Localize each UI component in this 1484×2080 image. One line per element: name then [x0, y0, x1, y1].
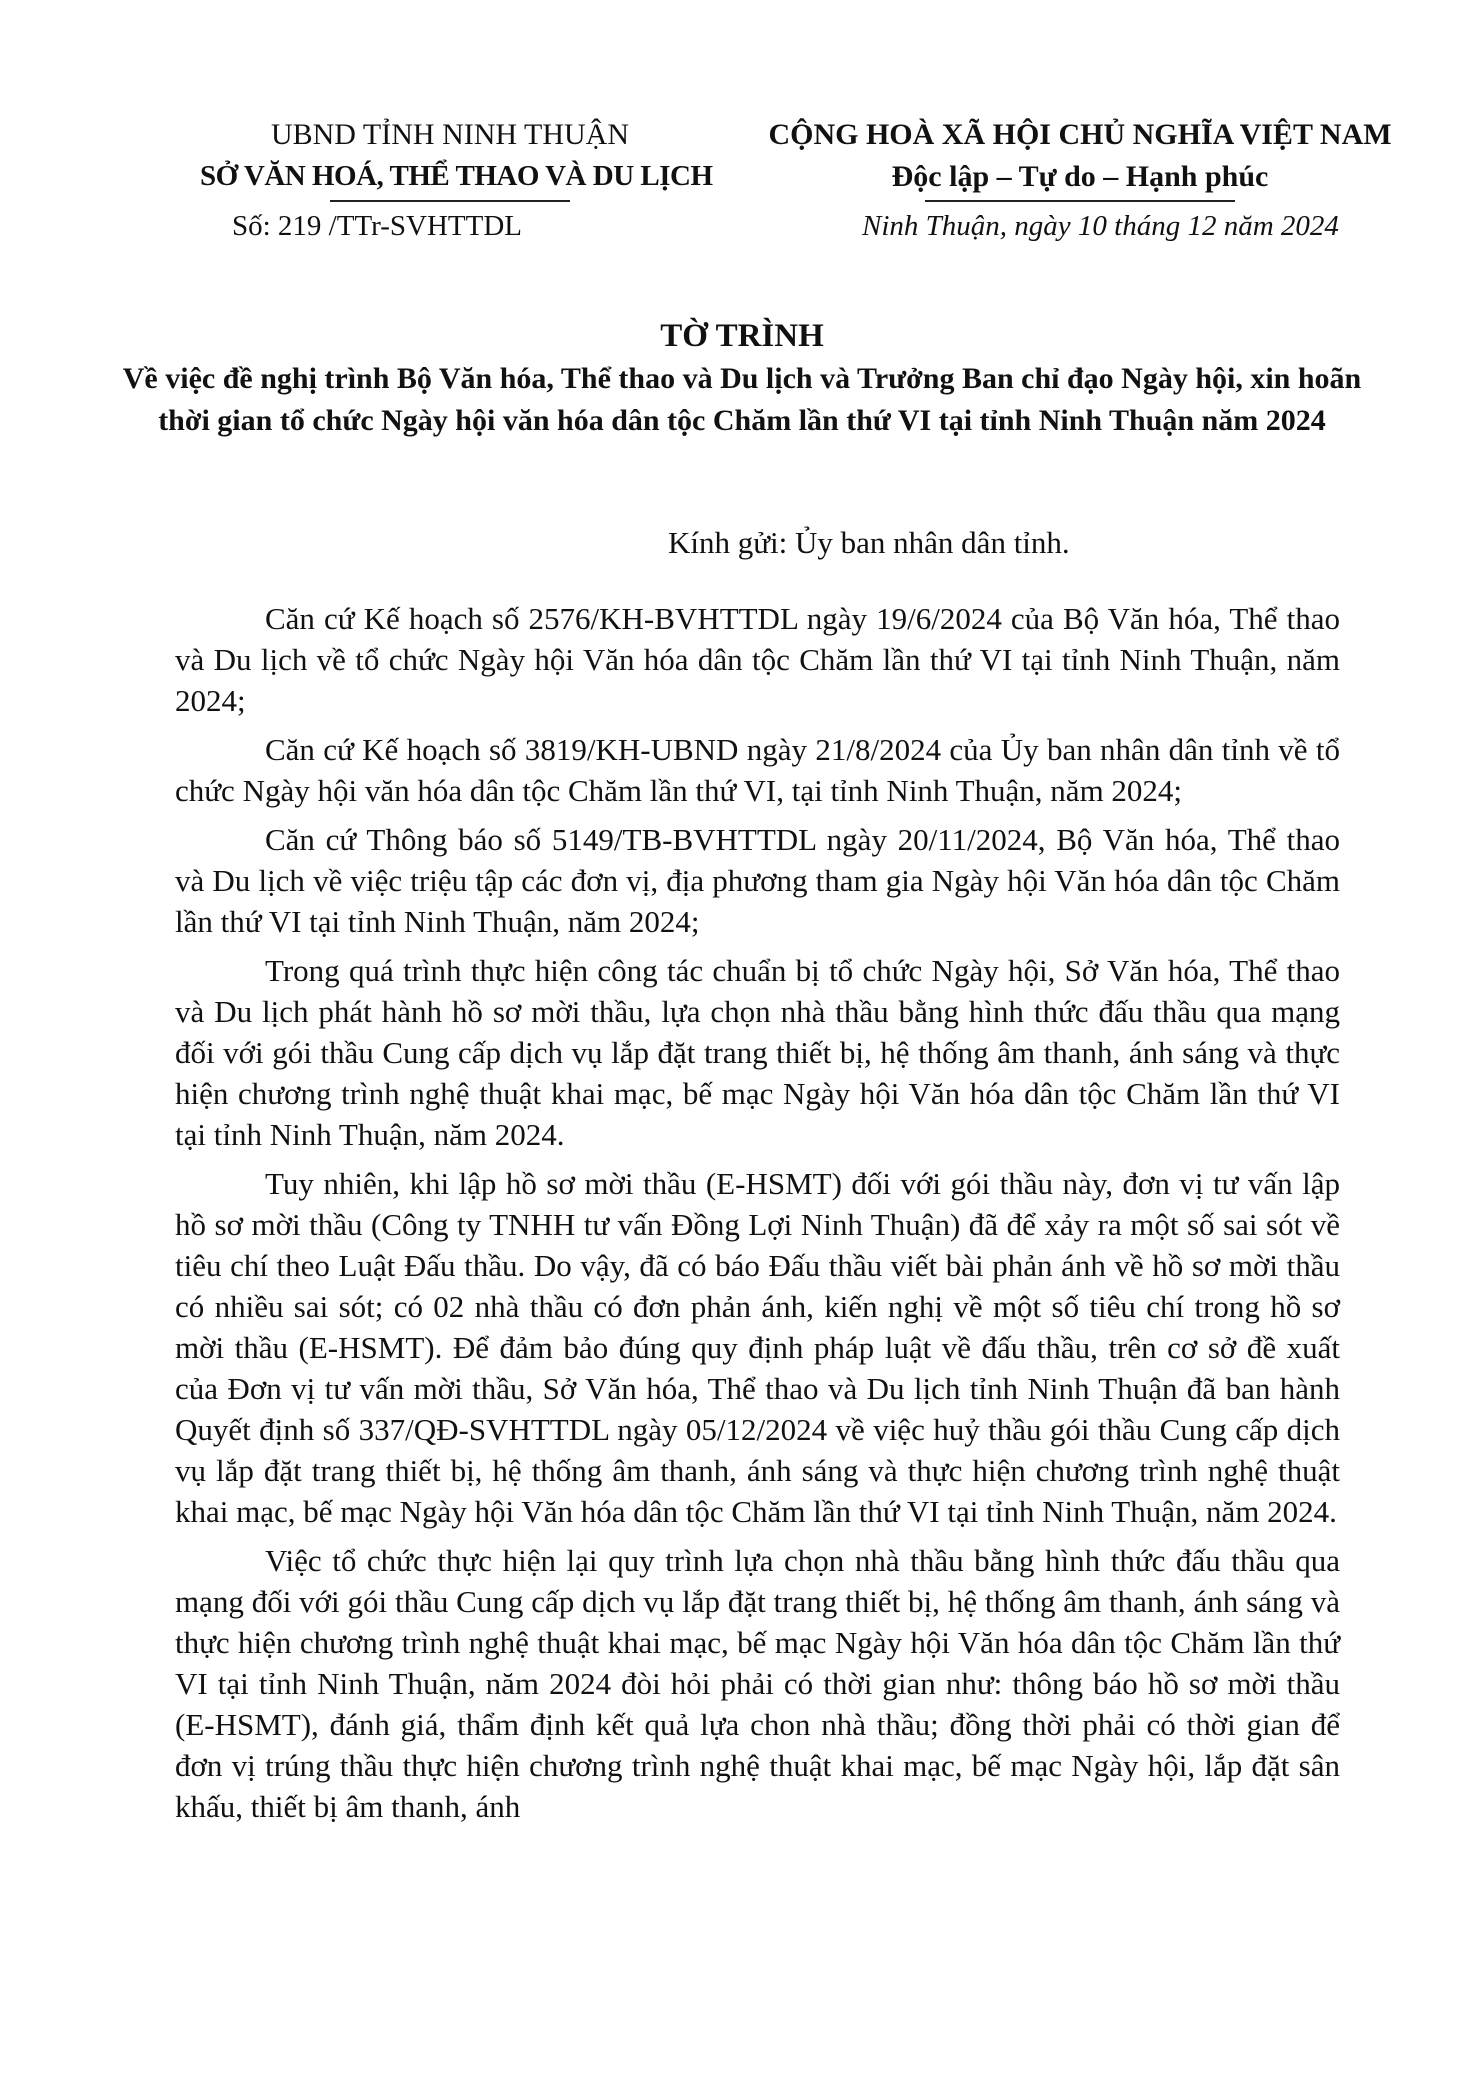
- body-paragraph: Căn cứ Kế hoạch số 3819/KH-UBND ngày 21/8/2024 của Ủy ban nhân dân tỉnh về tổ chức Ngày hội văn hóa dân tộc Chăm lần thứ VI, tại tỉnh Ninh Thuận, năm 2024;: [175, 732, 1340, 808]
- header-right-underline: [925, 200, 1235, 202]
- recipient-line: Kính gửi: Ủy ban nhân dân tỉnh.: [668, 525, 1070, 560]
- body-paragraph: Trong quá trình thực hiện công tác chuẩn bị tổ chức Ngày hội, Sở Văn hóa, Thể thao và Du lịch phát hành hồ sơ mời thầu, lựa chọn nhà thầu bằng hình thức đấu thầu qua mạng đối với gói thầu Cung cấp dịch vụ lắp đặt trang thiết bị, hệ thống âm thanh, ánh sáng và thực hiện chương trình nghệ thuật khai mạc, bế mạc Ngày hội Văn hóa dân tộc Chăm lần thứ VI tại tỉnh Ninh Thuận, năm 2024.: [175, 953, 1340, 1152]
- document-title: TỜ TRÌNH: [660, 318, 824, 354]
- document-number: Số: 219 /TTr-SVHTTDL: [232, 210, 522, 242]
- national-title: CỘNG HOÀ XÃ HỘI CHỦ NGHĨA VIỆT NAM: [768, 118, 1392, 151]
- body-paragraph: Căn cứ Kế hoạch số 2576/KH-BVHTTDL ngày 19/6/2024 của Bộ Văn hóa, Thể thao và Du lịch về tổ chức Ngày hội Văn hóa dân tộc Chăm lần thứ VI tại tỉnh Ninh Thuận, năm 2024;: [175, 601, 1340, 718]
- issuing-authority: UBND TỈNH NINH THUẬN: [270, 118, 630, 151]
- body-paragraph: Việc tổ chức thực hiện lại quy trình lựa chọn nhà thầu bằng hình thức đấu thầu qua mạng đối với gói thầu Cung cấp dịch vụ lắp đặt trang thiết bị, hệ thống âm thanh, ánh sáng và thực hiện chương trình nghệ thuật khai mạc, bế mạc Ngày hội Văn hóa dân tộc Chăm lần thứ VI tại tỉnh Ninh Thuận, năm 2024 đòi hỏi phải có thời gian như: thông báo hồ sơ mời thầu (E-HSMT), đánh giá, thẩm định kết quả lựa chon nhà thầu; đồng thời phải có thời gian để đơn vị trúng thầu thực hiện chương trình nghệ thuật khai mạc, bế mạc Ngày hội, lắp đặt sân khấu, thiết bị âm thanh, ánh: [175, 1543, 1340, 1824]
- document-date: Ninh Thuận, ngày 10 tháng 12 năm 2024: [862, 210, 1339, 242]
- document-subject: Về việc đề nghị trình Bộ Văn hóa, Thể thao và Du lịch và Trưởng Ban chỉ đạo Ngày hội, xin hoãn thời gian tổ chức Ngày hội văn hóa dân tộc Chăm lần thứ VI tại tỉnh Ninh Thuận năm 2024: [122, 362, 1362, 437]
- document-body: [175, 598, 1340, 1835]
- body-paragraph: Căn cứ Thông báo số 5149/TB-BVHTTDL ngày 20/11/2024, Bộ Văn hóa, Thể thao và Du lịch về việc triệu tập các đơn vị, địa phương tham gia Ngày hội Văn hóa dân tộc Chăm lần thứ VI tại tỉnh Ninh Thuận, năm 2024;: [175, 822, 1340, 939]
- body-paragraph: Tuy nhiên, khi lập hồ sơ mời thầu (E-HSMT) đối với gói thầu này, đơn vị tư vấn lập hồ sơ mời thầu (Công ty TNHH tư vấn Đồng Lợi Ninh Thuận) đã để xảy ra một số sai sót về tiêu chí theo Luật Đấu thầu. Do vậy, đã có báo Đấu thầu viết bài phản ánh về hồ sơ mời thầu có nhiều sai sót; có 02 nhà thầu có đơn phản ánh, kiến nghị về một số tiêu chí trong hồ sơ mời thầu (E-HSMT). Để đảm bảo đúng quy định pháp luật về đấu thầu, trên cơ sở đề xuất của Đơn vị tư vấn mời thầu, Sở Văn hóa, Thể thao và Du lịch tỉnh Ninh Thuận đã ban hành Quyết định số 337/QĐ-SVHTTDL ngày 05/12/2024 về việc huỷ thầu gói thầu Cung cấp dịch vụ lắp đặt trang thiết bị, hệ thống âm thanh, ánh sáng và thực hiện chương trình nghệ thuật khai mạc, bế mạc Ngày hội Văn hóa dân tộc Chăm lần thứ VI tại tỉnh Ninh Thuận, năm 2024.: [175, 1166, 1340, 1529]
- header-left-underline: [330, 200, 570, 202]
- national-motto: Độc lập – Tự do – Hạnh phúc: [891, 160, 1269, 193]
- issuing-department: SỞ VĂN HOÁ, THỂ THAO VÀ DU LỊCH: [200, 160, 713, 192]
